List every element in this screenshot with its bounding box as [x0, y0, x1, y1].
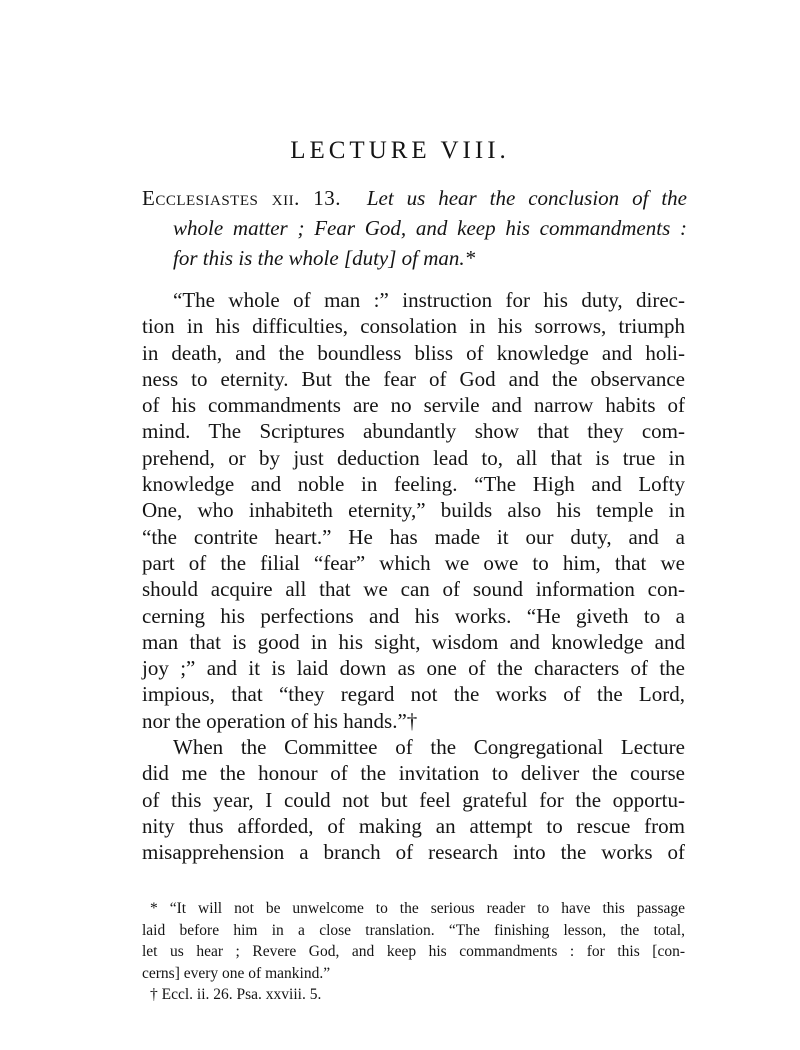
text-line: misapprehension a branch of research into the works of	[142, 840, 685, 865]
text-line: should acquire all that we can of sound information con-	[142, 577, 685, 602]
footnotes	[142, 898, 685, 1006]
footnote-1	[142, 898, 685, 984]
scripture-reference: Ecclesiastes xii. 13.	[142, 186, 342, 210]
body-text	[142, 287, 685, 866]
text-line: prehend, or by just deduction lead to, all that is true in	[142, 445, 685, 470]
epigraph-line-3: for this is the whole [duty] of man.*	[173, 246, 476, 270]
text-line: cerning his perfections and his works. “He giveth to a	[142, 603, 685, 628]
footnote-line: laid before him in a close translation. “The finishing lesson, the total,	[142, 921, 685, 939]
text-line: impious, that “they regard not the works of the Lord,	[142, 682, 685, 707]
paragraph-1	[142, 287, 685, 734]
text-line: nity thus afforded, of making an attempt to rescue from	[142, 813, 685, 838]
epigraph-line-1	[142, 183, 687, 213]
paragraph-2	[142, 734, 685, 865]
text-line: part of the filial “fear” which we owe to him, that we	[142, 550, 685, 575]
footnote-line: let us hear ; Revere God, and keep his commandments : for this [con-	[142, 943, 685, 960]
footnote-line: cerns] every one of mankind.”	[142, 964, 331, 982]
lecture-heading: LECTURE VIII.	[290, 137, 510, 164]
text-line: “The whole of man :” instruction for his duty, direc-	[173, 288, 685, 312]
text-line: “the contrite heart.” He has made it our duty, and a	[142, 524, 685, 549]
text-line: knowledge and noble in feeling. “The High and Lofty	[142, 472, 685, 497]
text-line: man that is good in his sight, wisdom and knowledge and	[142, 629, 685, 654]
text-line: ness to eternity. But the fear of God and the observance	[142, 366, 685, 391]
text-line: When the Committee of the Congregational Lecture	[173, 735, 685, 760]
footnote-2	[142, 984, 685, 1006]
footnote-line: † Eccl. ii. 26. Psa. xxviii. 5.	[150, 986, 322, 1003]
text-line: nor the operation of his hands.”†	[142, 708, 418, 733]
epigraph-text: Let us hear the conclusion of the	[366, 186, 687, 210]
text-line: tion in his difficulties, consolation in his sorrows, triumph	[142, 314, 685, 339]
epigraph-line-2: whole matter ; Fear God, and keep his commandments :	[173, 216, 687, 240]
text-line: One, who inhabiteth eternity,” builds also his temple in	[142, 498, 685, 523]
text-line: joy ;” and it is laid down as one of the characters of the	[142, 656, 685, 681]
text-line: in death, and the boundless bliss of knowledge and holi-	[142, 340, 685, 365]
footnote-line: * “It will not be unwelcome to the serious reader to have this passage	[150, 900, 685, 917]
text-line: mind. The Scriptures abundantly show that they com-	[142, 419, 685, 444]
epigraph	[142, 183, 687, 273]
text-line: of this year, I could not but feel grateful for the opportu-	[142, 787, 685, 812]
text-line: did me the honour of the invitation to deliver the course	[142, 761, 685, 786]
text-line: of his commandments are no servile and narrow habits of	[142, 393, 685, 418]
